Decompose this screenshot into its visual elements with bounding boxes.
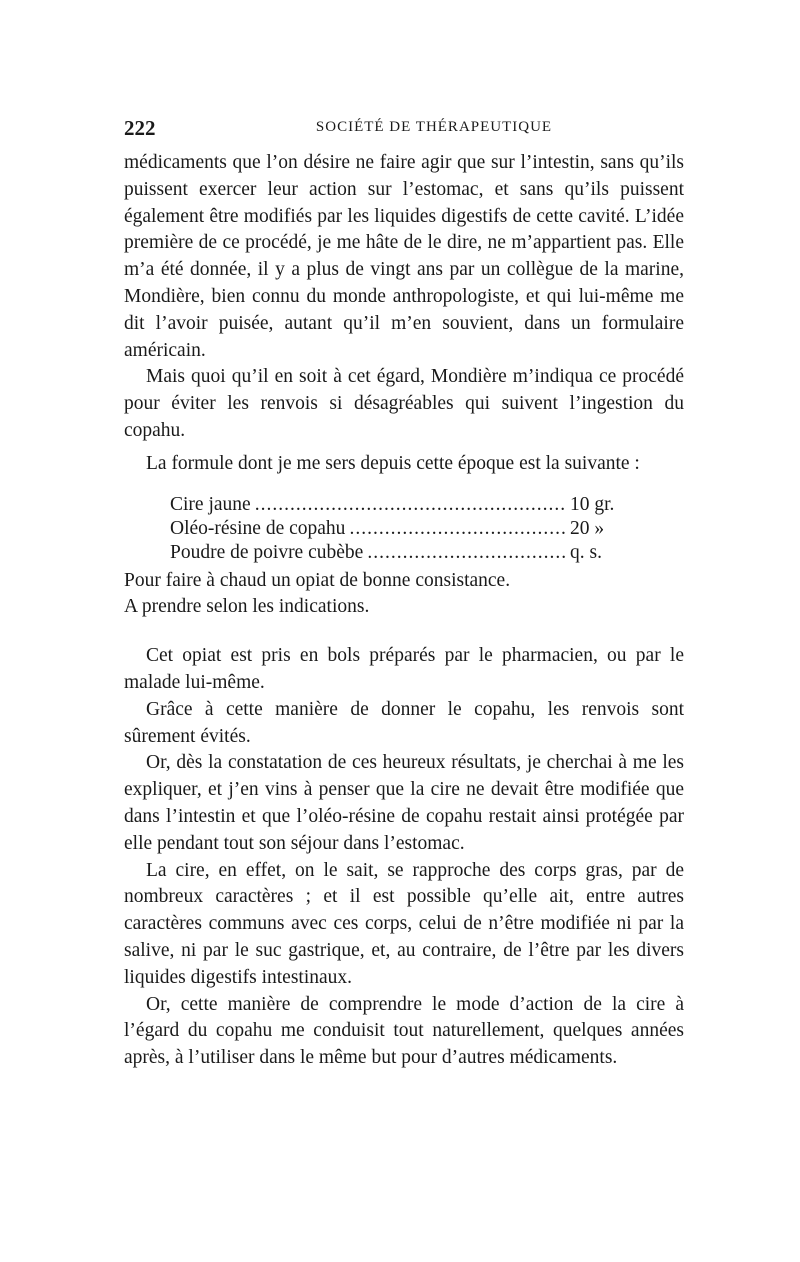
paragraph-continuation: médicaments que l’on désire ne faire agir que sur l’intestin, sans qu’ils puissent exercer leur action sur l’estomac, et sans qu’ils puissent également être modifiés par les liquides digestifs de cette cavité. L’idée première de ce procédé, je me hâte de le dire, ne m’appartient pas. Elle m’a été donnée, il y a plus de vingt ans par un collègue de la marine, Mondière, bien connu du monde anthropologiste, et qui lui-même me dit l’avoir puisée, autant qu’il m’en souvient, dans un formulaire américain. — [124, 152, 684, 361]
paragraph: Pour faire à chaud un opiat de bonne consistance. — [124, 569, 511, 591]
paragraph: Or, cette manière de comprendre le mode d’action de la cire à l’égard du copahu me conduisit tout naturellement, quelques années après, à l’utiliser dans le même but pour d’autres médicaments. — [124, 993, 684, 1069]
formula-item — [170, 516, 640, 540]
paragraph: La cire, en effet, on le sait, se rapproche des corps gras, par de nombreux caractères ; et il est possible qu’elle ait, entre autres caractères communs avec ces corps, celui de n’être modifiée ni par la salive, ni par le suc gastrique, et, au contraire, de l’être par les divers liquides digestifs intestinaux. — [124, 859, 684, 988]
ingredient-quantity: 20 » — [570, 517, 605, 539]
page-number: 222 — [124, 116, 156, 140]
ingredient-quantity: q. s. — [570, 541, 602, 563]
paragraph: Grâce à cette manière de donner le copahu, les renvois sont sûrement évités. — [124, 698, 684, 747]
leader-dots — [367, 540, 566, 567]
paragraph: Mais quoi qu’il en soit à cet égard, Mondière m’indiqua ce procédé pour éviter les renvois si désagréables qui suivent l’ingestion du copahu. — [124, 366, 684, 441]
leader-dots — [349, 516, 566, 543]
ingredient-name: Cire jaune — [170, 493, 251, 515]
page-header — [124, 116, 684, 140]
leader-dots — [255, 492, 566, 519]
formula-item — [170, 492, 640, 516]
paragraph: La formule dont je me sers depuis cette époque est la suivante : — [146, 452, 640, 474]
formula-item — [170, 540, 640, 564]
formula-list — [170, 492, 640, 564]
running-head: SOCIÉTÉ DE THÉRAPEUTIQUE — [315, 119, 553, 135]
body-text — [124, 150, 684, 1072]
paragraph: Or, dès la constatation de ces heureux résultats, je cherchai à me les expliquer, et j’en vins à penser que la cire ne devait être modifiée que dans l’intestin et que l’oléo-résine de copahu restait ainsi protégée par elle pendant tout son séjour dans l’estomac. — [124, 752, 684, 854]
paragraph: Cet opiat est pris en bols préparés par le pharmacien, ou par le malade lui-même. — [124, 645, 684, 693]
ingredient-name: Poudre de poivre cubèbe — [170, 541, 364, 563]
ingredient-name: Oléo-résine de copahu — [170, 517, 346, 539]
paragraph: A prendre selon les indications. — [124, 596, 370, 618]
ingredient-quantity: 10 gr. — [570, 493, 615, 515]
